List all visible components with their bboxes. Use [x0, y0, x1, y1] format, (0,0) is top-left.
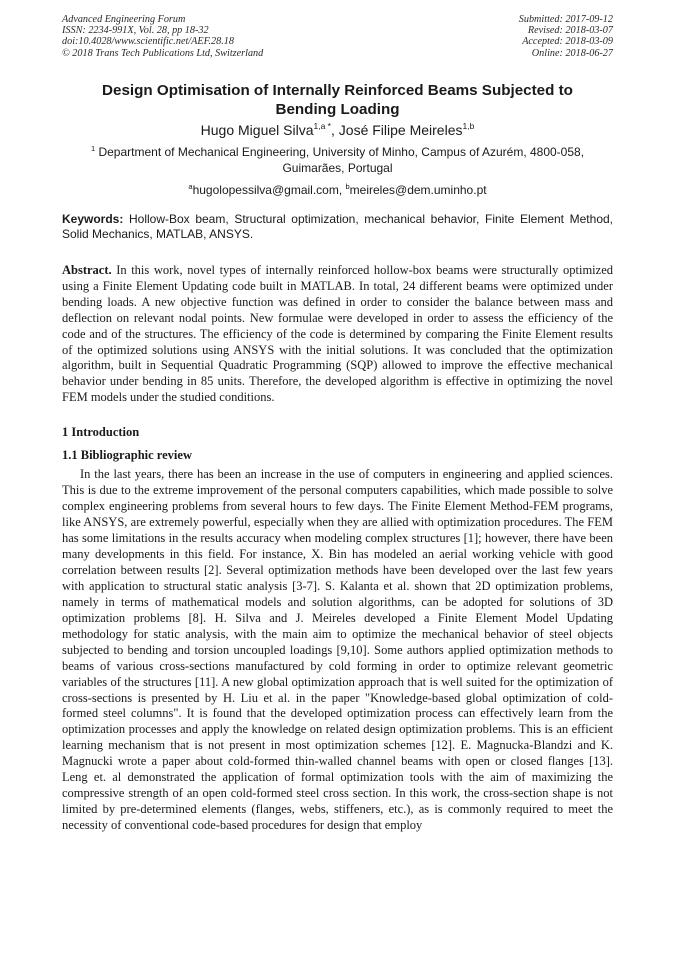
affiliation	[62, 144, 613, 176]
author-line	[62, 121, 613, 139]
online-date: Online: 2018-06-27	[531, 47, 613, 59]
issn-volume: ISSN: 2234-991X, Vol. 28, pp 18-32	[62, 25, 209, 37]
accepted-date: Accepted: 2018-03-09	[522, 36, 613, 48]
author-emails	[62, 182, 613, 198]
abstract	[62, 263, 613, 406]
email-address: meireles@dem.uminho.pt	[349, 182, 487, 197]
copyright: © 2018 Trans Tech Publications Ltd, Switzerland	[62, 47, 264, 59]
email-superscript: a	[188, 181, 193, 191]
abstract-text: In this work, novel types of internally reinforced hollow-box beams were structurally optimized using a Finite Element Updating code built in MATLAB. In total, 24 different beams were optimized under bending loads. A new objective function was defined in order to consider the balance between mass and deflection on relevant nodal points. New formulae were developed in order to assess the efficiency of the code and of the structures. The efficiency of the code is determined by comparing the Finite Element results of the optimized solutions using ANSYS with the initial solutions. It was concluded that the optimization algorithm, built in Sequential Quadratic Programming (SQP) allowed to improve the effective mechanical behavior under bending in 85 units. Therefore, the developed algorithm is effective in optimizing the novel FEM models under the studied conditions.	[62, 263, 613, 405]
affiliation-text: Department of Mechanical Engineering, University of Minho, Campus of Azurém, 4800-058, Guimarães, Portugal	[95, 144, 585, 175]
paper-page	[62, 14, 613, 834]
doi: doi:10.4028/www.scientific.net/AEF.28.18	[62, 36, 234, 48]
keywords	[62, 212, 613, 243]
submitted-date: Submitted: 2017-09-12	[518, 14, 613, 25]
author-superscript: 1,a *	[313, 120, 331, 131]
affiliation-superscript: 1	[90, 143, 96, 153]
author-superscript: 1,b	[462, 120, 475, 131]
body-paragraph: In the last years, there has been an increase in the use of computers in engineering and applied sciences. This is due to the extreme improvement of the personal computers capabilities, which made possible to solve complex engineering problems from several hours to few days. The Finite Element Method-FEM programs, like ANSYS, are extremely powerful, especially when they are allied with optimization procedures. The FEM has some limitations in the results accuracy when modeling complex structures [1]; however, there have been many developments in this field. For instance, X. Bin has modeled an aerial working vehicle with good correlation between results [2]. Several optimization methods have been developed over the last few years with application to structural static analysis [3-7]. S. Kalanta et al. shown that 2D optimization problems, namely in terms of mathematical models and solution algorithms, can be adopted for solutions of 3D optimization problems [8]. H. Silva and J. Meireles developed a Finite Element Model Updating methodology for static analysis, with the main aim to optimize the mechanical behavior of steel objects subjected to bending and torsion uncoupled loadings [9,10]. Some authors applied optimization methods to beams of various cross-sections manufactured by cold forming in order to optimize relevant geometric variables of the structures [11]. A new global optimization approach that is well suited for the optimization of cross-sections is presented by H. Liu et al. in the paper "Knowledge-based global optimization of cold-formed steel columns". It is found that the developed optimization process can effectively learn from the optimization processes and apply the knowledge on related design optimization problems. This is an efficient learning mechanism that is not present in most optimization schemes [12]. E. Magnucka-Blandzi and K. Magnucki wrote a paper about cold-formed thin-walled channel beams with open or closed flanges [13]. Leng et. al demonstrated the application of formal optimization tools with the aim of maximizing the compressive strength of an open cold-formed steel cross section. In this work, the cross-section shape is not limited by pre-determined elements (flanges, webs, stiffeners, etc.), as is commonly required to meet the necessity of conventional code-based procedures for design that employ	[62, 467, 613, 833]
revised-date: Revised: 2018-03-07	[527, 25, 613, 37]
journal-info	[62, 14, 263, 59]
journal-header	[62, 14, 613, 59]
email-superscript: b	[345, 181, 350, 191]
keywords-text: Hollow-Box beam, Structural optimization, mechanical behavior, Finite Element Method, Solid Mechanics, MATLAB, ANSYS.	[62, 211, 613, 242]
publication-dates	[519, 14, 613, 59]
author-name: José Filipe Meireles	[338, 121, 463, 138]
email-address: hugolopessilva@gmail.com	[192, 182, 339, 197]
keywords-label: Keywords:	[62, 211, 124, 226]
author-name: Hugo Miguel Silva	[200, 121, 314, 138]
email-separator: ,	[338, 182, 346, 197]
section-heading: 1 Introduction	[62, 425, 140, 440]
subsection-heading: 1.1 Bibliographic review	[62, 448, 192, 463]
paper-title: Design Optimisation of Internally Reinforced Beams Subjected to Bending Loading	[102, 81, 573, 118]
journal-name: Advanced Engineering Forum	[62, 14, 186, 25]
abstract-label: Abstract.	[62, 263, 112, 277]
author-separator: ,	[331, 121, 339, 138]
